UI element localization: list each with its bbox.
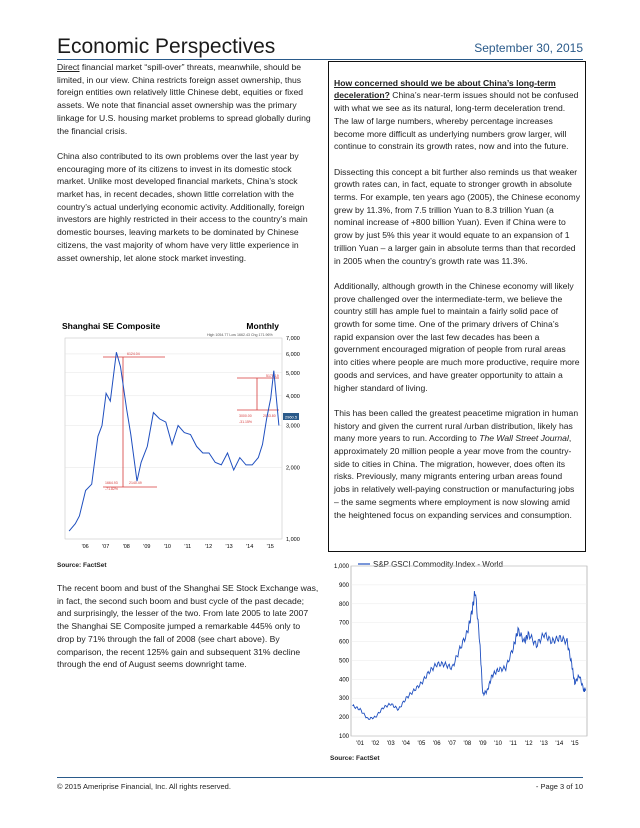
box-paragraph-2: Dissecting this concept a bit further also reminds us that weaker growth rates can, in fact, equate to stronger growth in absolute terms. For example, ten years ago (2005), the Chinese economy grew by 11.3%, from 7.5 trillion Yuan to 8.3 trillion Yuan (a nominal increase of +800 billion Yuan). Even if China were to grow by just 5% this year it would equate to an expansion of 1 trillion Yuan – a larger gain in absolute terms than that recorded in 2005 when the country’s growth rate was 11.3%. — [334, 166, 580, 266]
page-date: September 30, 2015 — [474, 41, 583, 55]
chart1-y-tick-label: 5,000 — [286, 370, 300, 377]
chart2-x-tick-label: '13 — [540, 741, 548, 747]
chart2-y-tick-label: 700 — [338, 620, 349, 627]
chart1-last-value: 2960.5 — [284, 414, 298, 420]
box-heading: How concerned should we be about China’s long-term deceleration? — [334, 77, 556, 101]
sidebar-box — [328, 61, 586, 552]
footer-divider — [57, 777, 583, 778]
chart1-title: Shanghai SE Composite — [62, 321, 161, 331]
annot-6124: 6124.04 — [127, 352, 140, 356]
box-paragraph-4-text-a: This has been called the greatest peacetime migration in human history and given the current rural /urban distribution, likely has many more years to run. According to — [334, 407, 579, 444]
box-paragraph-3: Additionally, although growth in the Chinese economy will likely prove challenged over the intermediate-term, we believe the country still has ample fuel to maintain a fairly solid pace of growth for some time. One of the primary drivers of China’s rapid expansion over the last few decades has been a government encouraged migration of people from rural areas into cities where people are much more productive, require more goods and services, and have greater opportunity to attain a higher standard of living. — [334, 280, 580, 393]
chart1-x-tick-label: '09 — [143, 544, 151, 550]
box-paragraph-4-text-b: , approximately 20 million people a year move from the country-side to cities in China. The migration, however, does often its risks. Previously, many migrants entering urban areas found jobs in relatively well-paying construction or manufacturing jobs – the same segments where employment is now slowing amid the heightened focus on expanding services and consumption. — [334, 433, 575, 520]
chart2-x-tick-label: '06 — [432, 741, 441, 747]
chart2-y-tick-label: 1,000 — [333, 564, 349, 570]
chart1-x-tick-label: '10 — [163, 544, 172, 550]
chart1-y-tick-label: 3,000 — [286, 423, 300, 430]
chart1-y-ticks — [286, 336, 300, 543]
chart2-y-tick-label: 500 — [338, 658, 349, 665]
chart1-y-tick-label: 4,000 — [286, 393, 300, 400]
chart2-x-tick-label: '05 — [417, 741, 426, 747]
chart1-x-tick-label: '11 — [184, 544, 192, 550]
header-divider — [57, 59, 583, 60]
chart1-subtitle: Monthly — [246, 321, 279, 331]
box-paragraph-1-text: China’s near-term issues should not be confused with what we see as its natural, long-term deceleration trend. The law of large numbers, whereby percentage increases become more difficult as underlying numbers grow larger, will continue to constrain its growth rates, now and into the future. — [334, 90, 579, 152]
left-paragraph-3-container — [57, 582, 319, 671]
chart2-x-tick-label: '11 — [509, 741, 517, 747]
chart2-x-tick-label: '01 — [356, 741, 365, 747]
chart1-x-tick-label: '14 — [246, 544, 254, 550]
annot-71pct: -71.82% — [105, 487, 119, 491]
chart2-x-tick-label: '04 — [402, 741, 410, 747]
chart2-y-tick-label: 600 — [338, 639, 349, 646]
left-paragraph-2: China also contributed to its own problems over the last year by encouraging more of its citizens to invest in its domestic stock market. Unlike most developed financial markets, China’s stock market has, in recent decades, shown little correlation with the country’s actual underlying economic activity. Additionally, foreign investors are highly restricted in their access to the country’s main domestic bourses, leaving markets to be dominated by Chinese citizens, the vast majority of whom have very little experience in asset ownership, let alone stock market investing. — [57, 150, 308, 263]
footer-page-number: - Page 3 of 10 — [535, 782, 583, 791]
chart2-x-ticks — [356, 741, 579, 747]
chart1-x-tick-label: '06 — [81, 544, 89, 550]
chart2-x-tick-label: '09 — [478, 741, 487, 747]
chart1-y-tick-label: 2,000 — [286, 465, 300, 472]
left-column — [57, 61, 319, 277]
chart2-plot-frame — [351, 566, 587, 736]
annot-2140: 2140.49 — [129, 481, 142, 485]
annot-1664: 1664.93 — [105, 481, 118, 485]
chart2-x-tick-label: '15 — [570, 741, 579, 747]
chart2-y-tick-label: 100 — [338, 734, 349, 740]
direct-link[interactable]: Direct — [57, 62, 80, 72]
chart2-x-tick-label: '03 — [386, 741, 395, 747]
left-paragraph-3: The recent boom and bust of the Shanghai SE Stock Exchange was, in fact, the second such boom and bust cycle of the past decade; and surprisingly, the lesser of the two. From late 2005 to late 2007 the Shanghai SE Composite jumped a remarkable 445% only to drop by 71% through the fall of 2008 (see chart above). By comparison, the recent 125% gain and subsequent 31% decline through the end of August seems downright tame. — [57, 583, 319, 670]
annot-5178: 5178.19 — [266, 374, 279, 378]
chart2-y-tick-label: 800 — [338, 601, 349, 608]
chart2-x-tick-label: '10 — [494, 741, 502, 747]
chart2-x-tick-label: '08 — [463, 741, 472, 747]
chart2-title: S&P GSCI Commodity Index - World — [373, 560, 503, 569]
chart2-series-line — [353, 591, 586, 719]
gsci-chart — [330, 556, 590, 752]
chart1-stats: High 1054.77 Low 1662.43 Chg 171.96% — [207, 333, 273, 337]
chart2-y-ticks — [334, 564, 350, 740]
chart2-x-tick-label: '07 — [448, 741, 456, 747]
chart1-y-tick-label: 1,000 — [286, 537, 300, 543]
chart2-y-tick-label: 200 — [338, 715, 349, 722]
chart1-series-line — [69, 352, 279, 531]
chart1-y-tick-label: 7,000 — [286, 336, 300, 342]
footer-copyright: © 2015 Ameriprise Financial, Inc. All rights reserved. — [57, 782, 231, 791]
annot-31pct: -31.15% — [239, 420, 253, 424]
chart2-source: Source: FactSet — [330, 755, 380, 762]
chart1-x-tick-label: '15 — [266, 544, 274, 550]
chart2-y-tick-label: 400 — [338, 677, 349, 684]
page-title: Economic Perspectives — [57, 35, 276, 58]
shanghai-chart — [57, 314, 329, 554]
left-paragraph-1-text: financial market “spill-over” threats, meanwhile, should be limited, in our view. China restricts foreign asset ownership, thus foreign entities own relatively little Chinese debt, equities or fixed assets. We note that financial asset ownership was the primary linkage for U.S. housing market problems to spread globally during the financial crisis. — [57, 62, 311, 136]
chart1-x-tick-label: '07 — [102, 544, 110, 550]
box-paragraph-4 — [334, 407, 580, 521]
left-paragraph-1 — [57, 61, 319, 137]
journal-title: The Wall Street Journal — [479, 433, 569, 444]
chart1-x-ticks — [82, 544, 274, 550]
chart2-x-tick-label: '14 — [555, 741, 564, 747]
annot-2033: 2033.80 — [263, 414, 276, 418]
chart2-y-tick-label: 900 — [338, 582, 349, 589]
chart1-x-tick-label: '13 — [225, 544, 233, 550]
chart1-x-tick-label: '08 — [122, 544, 130, 550]
annot-3000: 3000.00 — [239, 414, 252, 418]
chart1-x-tick-label: '12 — [204, 544, 213, 550]
chart2-y-tick-label: 300 — [338, 696, 349, 703]
chart2-x-tick-label: '12 — [524, 741, 533, 747]
chart2-gridlines — [351, 566, 587, 736]
chart2-x-tick-label: '02 — [371, 741, 380, 747]
chart1-y-tick-label: 6,000 — [286, 351, 300, 358]
chart1-source: Source: FactSet — [57, 562, 107, 569]
